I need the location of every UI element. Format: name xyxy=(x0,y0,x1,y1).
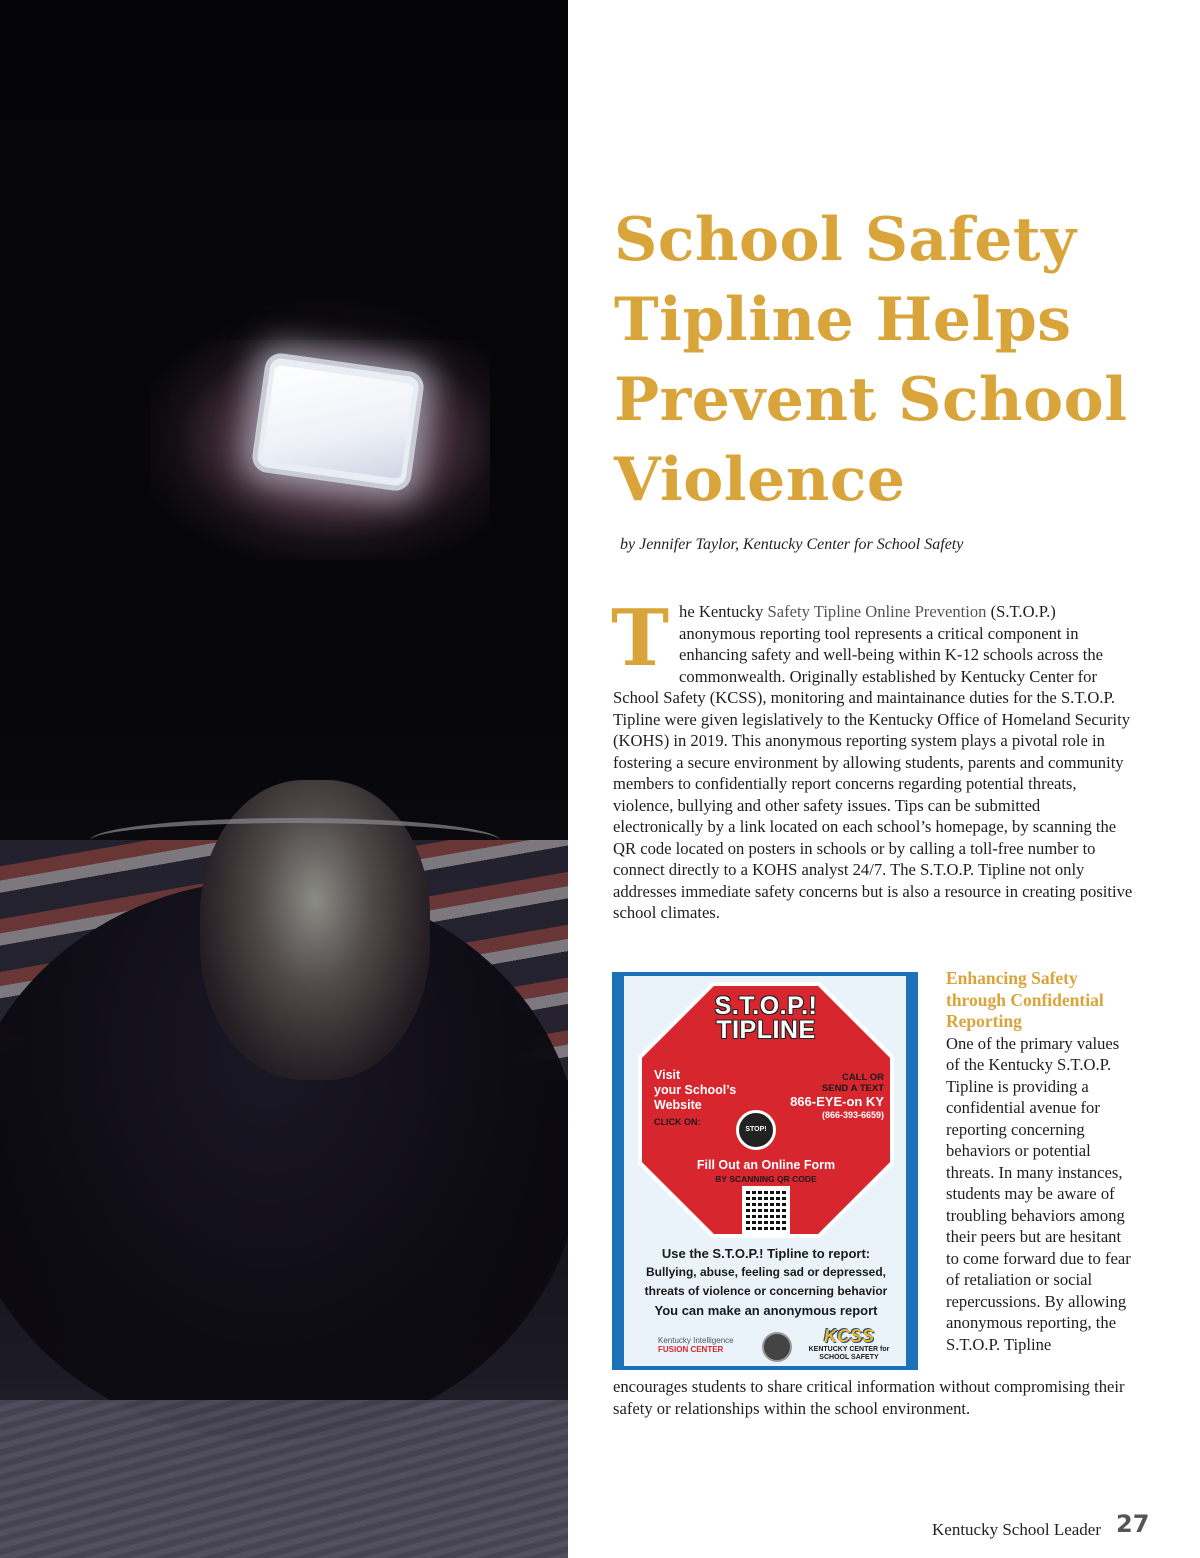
visit-line3: Website xyxy=(654,1098,702,1112)
stop-tipline-poster xyxy=(612,972,918,1370)
call-line2: SEND A TEXT xyxy=(821,1083,884,1094)
intro-highlight: Safety Tipline Online Prevention xyxy=(767,602,987,621)
poster-title-line1: S.T.O.P.! xyxy=(714,992,818,1020)
page-footer xyxy=(932,1510,1152,1544)
cover-photo xyxy=(0,0,568,1558)
bedding xyxy=(0,1400,568,1558)
state-seal-icon xyxy=(762,1332,792,1362)
intro-lead: he Kentucky xyxy=(679,602,768,621)
visit-line2: your School’s xyxy=(654,1083,737,1097)
kcss-sub: KENTUCKY CENTER for SCHOOL SAFETY xyxy=(808,1346,890,1361)
glasses xyxy=(90,818,500,863)
poster-report-text xyxy=(624,1244,908,1320)
page-number: 27 xyxy=(1116,1510,1150,1538)
report-line1: Bullying, abuse, feeling sad or depressed, xyxy=(645,1265,887,1279)
section-tail: encourages students to share critical information without compromising their safety or relationships within the school environment. xyxy=(613,1377,1125,1418)
drop-cap: T xyxy=(611,593,670,684)
intro-rest: (S.T.O.P.) anonymous reporting tool represents a critical component in enhancing safety and well-being within K-12 schools across the commonwealth. Originally established by Kentucky Center for School Safety (KCSS), monitoring and maintainance duties for the S.T.O.P. Tipline were given legislatively to the Kentucky Office of Homeland Security (KOHS) in 2019. This anonymous reporting system plays a pivotal role in fostering a secure environment by allowing students, parents and community members to confidentially report concerns regarding potential threats, violence, bullying and other safety issues. Tips can be submitted electronically by a link located on each school’s homepage, by scanning the QR code located on posters in schools or by calling a toll-free number to connect directly to a KOHS analyst 24/7. The S.T.O.P. Tipline not only addresses immediate safety concerns but is also a resource in creating positive school climates. xyxy=(613,602,1133,922)
poster-title xyxy=(624,994,908,1042)
article-title: School Safety Tipline Helps Prevent School Violence xyxy=(614,205,1128,515)
section-body: One of the primary values of the Kentucky S.T.O.P. Tipline is providing a confidential avenue for reporting concerning behaviors or potential threats. In many instances, students may be aware of troubling behaviors among their peers but are hesitant to come forward due to fear of retaliation or social repercussions. By allowing anonymous reporting, the S.T.O.P. Tipline xyxy=(946,1033,1131,1354)
poster-title-line2: TIPLINE xyxy=(716,1016,816,1044)
sidebar-column xyxy=(946,968,1136,1355)
click-on-label: CLICK ON: xyxy=(654,1117,701,1127)
poster-logos xyxy=(638,1326,898,1362)
byline: by Jennifer Taylor, Kentucky Center for School Safety xyxy=(620,536,964,553)
intro-paragraph xyxy=(611,593,1133,924)
form-sub: BY SCANNING QR CODE xyxy=(715,1174,817,1184)
publication-name: Kentucky School Leader xyxy=(932,1520,1101,1539)
phone-word: 866-EYE-on KY xyxy=(790,1094,884,1109)
qr-code-icon xyxy=(746,1190,786,1230)
kcss-mark: KCSS xyxy=(823,1326,874,1346)
poster-form xyxy=(624,1158,908,1186)
report-line3: You can make an anonymous report xyxy=(654,1303,878,1318)
fusion-center-logo xyxy=(658,1336,734,1354)
kcss-logo xyxy=(804,1326,894,1362)
fusion-top: Kentucky Intelligence xyxy=(658,1336,734,1345)
section-heading: Enhancing Safety through Confidential Reporting xyxy=(946,968,1104,1031)
phone-digits: (866-393-6659) xyxy=(821,1110,884,1120)
call-line1: CALL OR xyxy=(841,1072,884,1083)
report-line2: threats of violence or concerning behavior xyxy=(644,1284,888,1298)
stop-seal-icon: STOP! xyxy=(736,1110,776,1150)
smartphone-icon xyxy=(250,351,425,492)
use-line: Use the S.T.O.P.! Tipline to report: xyxy=(661,1246,871,1261)
form-line: Fill Out an Online Form xyxy=(696,1158,836,1172)
fusion-bottom: FUSION CENTER xyxy=(658,1345,724,1354)
visit-line1: Visit xyxy=(654,1068,681,1082)
poster-call xyxy=(772,1072,884,1121)
